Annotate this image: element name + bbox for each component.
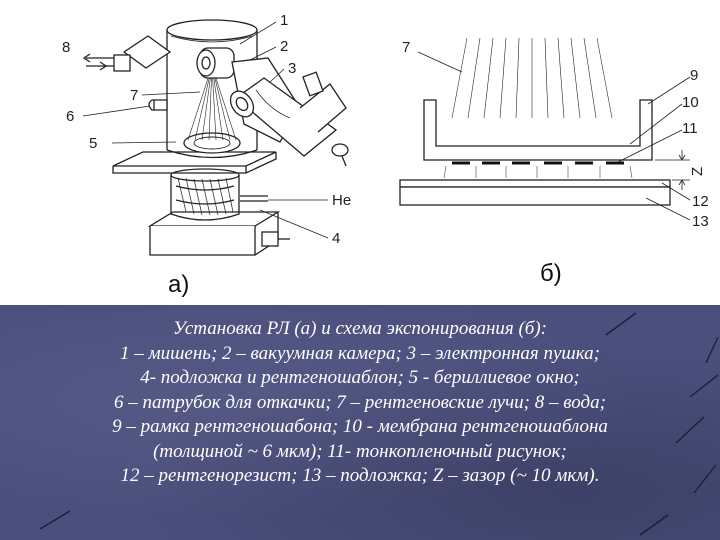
- part-a-label: а): [168, 271, 190, 298]
- xray-lines: [452, 38, 612, 118]
- callout-1: 1: [280, 12, 289, 29]
- caption-line: Установка РЛ (а) и схема экспонирования (б):: [172, 318, 548, 339]
- caption-line: (толщиной ~ 6 мкм); 11- тонкопленочный рисунок;: [153, 440, 567, 462]
- caption-line: 4- подложка и рентгеношаблон; 5 - бериллиевое окно;: [140, 367, 580, 388]
- callout-7: 7: [130, 87, 139, 104]
- platform-plate: [113, 152, 276, 166]
- callout-he: He: [332, 192, 352, 209]
- callout-4: 4: [332, 230, 341, 247]
- beryllium-window: [184, 133, 240, 153]
- callout-b-13: 13: [692, 213, 709, 230]
- pumping-port: [149, 100, 167, 110]
- callout-8: 8: [62, 39, 71, 56]
- caption-line: 1 – мишень; 2 – вакуумная камера; 3 – электронная пушка;: [119, 342, 601, 364]
- mask-frame: [424, 100, 652, 160]
- caption-line: 6 – патрубок для откачки; 7 – рентгеновские лучи; 8 – вода;: [114, 391, 606, 413]
- substrate-layer: [400, 187, 670, 205]
- callout-b-9: 9: [690, 67, 699, 84]
- part-b-label: б): [540, 260, 562, 287]
- electron-gun: [226, 58, 348, 166]
- callout-b-11: 11: [682, 120, 698, 137]
- callout-6: 6: [66, 108, 75, 125]
- callout-2: 2: [280, 38, 289, 55]
- caption-line: 12 – рентгенорезист; 13 – подложка; Z – зазор (~ 10 мкм).: [120, 465, 600, 486]
- resist-layer: [400, 180, 670, 187]
- caption-line: 9 – рамка рентгеношабона; 10 - мембрана рентгеношаблона: [112, 416, 608, 437]
- callout-b-12: 12: [692, 193, 709, 210]
- figure-caption: [20, 317, 700, 489]
- exposure-scheme-drawing: [400, 38, 690, 220]
- callout-3: 3: [288, 60, 297, 77]
- base-fitting: [262, 232, 278, 246]
- xray-setup-drawing: [83, 20, 348, 255]
- water-pipe: [84, 36, 170, 71]
- callout-b-10: 10: [682, 94, 699, 111]
- target: [197, 48, 234, 78]
- callout-b-7: 7: [402, 39, 411, 56]
- callout-b-z: Z: [689, 166, 706, 176]
- callout-5: 5: [89, 135, 98, 152]
- caption-panel: [0, 305, 720, 540]
